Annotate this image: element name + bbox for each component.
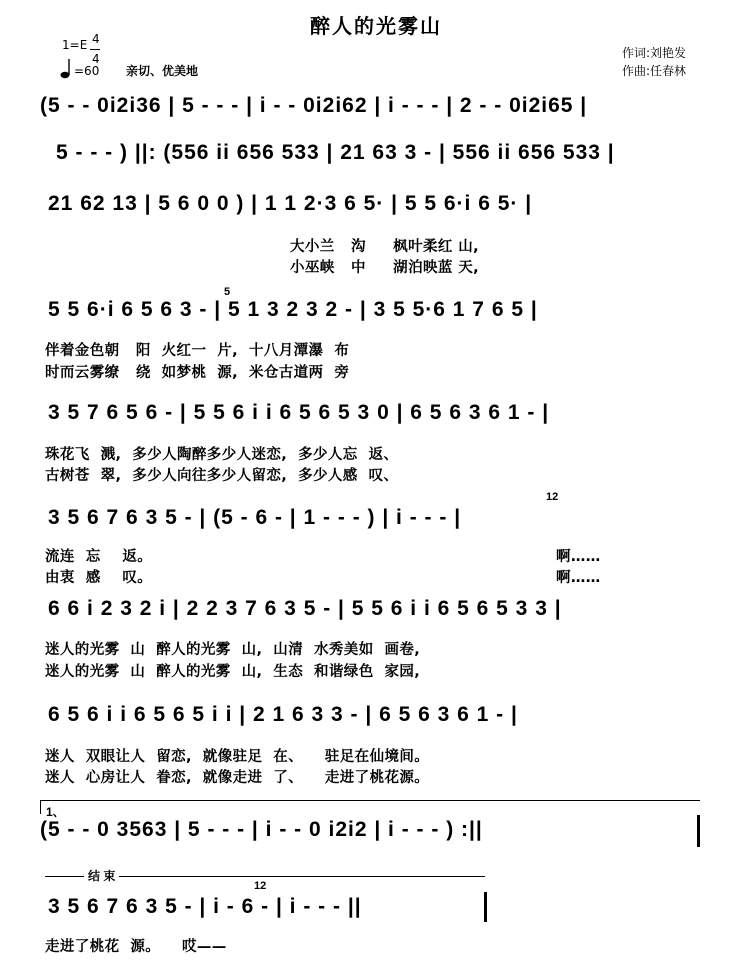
tempo-marking: =60 [74,64,100,78]
lyrics-ah-1: 啊…… [556,549,601,565]
lyrics-line-6-verse-1: 流连 忘 返。 [45,549,153,565]
quarter-note-icon [60,58,74,80]
notation-line-6: 3 5 6 7 6 3 5 - | (5 - 6 - | 1 - - - ) | i - - - | [48,506,462,529]
lyrics-line-10: 走进了桃花 源。 哎—— [45,939,227,955]
volta-bracket-left [40,800,41,814]
lyrics-line-6-verse-2: 由衷 感 叹。 [45,570,153,586]
grace-mark-5: 5 [224,286,231,298]
lyrics-line-3-verse-2: 小巫峡 中 湖泊映蓝 天, [290,260,480,276]
time-bottom: 4 [92,52,100,66]
notation-line-8: 6 5 6 i i 6 5 6 5 i i | 2 1 6 3 3 - | 6 5 6 3 6 1 - | [48,703,518,726]
ending-label: 结 束 [84,867,119,884]
lyrics-line-3-verse-1: 大小兰 沟 枫叶柔红 山, [290,239,480,255]
key-signature: 1=E [62,38,88,52]
notation-line-1: (5 - - 0i2i36 | 5 - - - | i - - 0i2i62 | i - - - | 2 - - 0i2i65 | [40,94,588,117]
notation-line-10: 3 5 6 7 6 3 5 - | i - 6 - | i - - - || [48,895,362,918]
notation-line-4: 5 5 6·i 6 5 6 3 - | 5 1 3 2 3 2 - | 3 5 5·6 1 7 6 5 | [48,298,538,321]
lyrics-line-5-verse-2: 古树苍 翠, 多少人向往多少人留恋, 多少人感 叹、 [45,468,399,484]
lyrics-line-8-verse-1: 迷人 双眼让人 留恋, 就像驻足 在、 驻足在仙境间。 [45,749,430,765]
volta-label: 1、 [46,805,65,819]
notation-line-9: (5 - - 0 3563 | 5 - - - | i - - 0 i2i2 | i - - - ) :|| [40,818,483,841]
lyrics-line-5-verse-1: 珠花飞 溅, 多少人陶醉多少人迷恋, 多少人忘 返、 [45,447,399,463]
mood-marking: 亲切、优美地 [126,64,199,78]
notation-line-2: 5 - - - ) ||: (556 ii 656 533 | 21 63 3 - | 556 ii 656 533 | [56,141,615,164]
time-divider [90,49,100,50]
grace-mark-12-end: 12 [254,880,267,892]
lyricist-credit: 作词:刘艳发 [622,46,687,60]
lyrics-line-4-verse-2: 时而云雾缭 绕 如梦桃 源, 米仓古道两 旁 [45,365,350,381]
lyrics-line-7-verse-2: 迷人的光雾 山 醉人的光雾 山, 生态 和谐绿色 家园, [45,664,421,680]
lyrics-line-8-verse-2: 迷人 心房让人 眷恋, 就像走进 了、 走进了桃花源。 [45,770,430,786]
grace-mark-12: 12 [546,491,559,503]
lyrics-ah-2: 啊…… [556,570,601,586]
notation-line-7: 6 6 i 2 3 2 i | 2 2 3 7 6 3 5 - | 5 5 6 i i 6 5 6 5 3 3 | [48,597,562,620]
composer-credit: 作曲:任春林 [622,64,687,78]
repeat-end-barline [697,815,700,847]
lyrics-line-4-verse-1: 伴着金色朝 阳 火红一 片, 十八月潭瀑 布 [45,343,350,359]
time-top: 4 [92,32,100,46]
lyrics-line-7-verse-1: 迷人的光雾 山 醉人的光雾 山, 山清 水秀美如 画卷, [45,642,421,658]
notation-line-5: 3 5 7 6 5 6 - | 5 5 6 i i 6 5 6 5 3 0 | 6 5 6 3 6 1 - | [48,401,550,424]
final-barline [484,892,487,922]
volta-bracket [40,800,700,801]
notation-line-3: 21 62 13 | 5 6 0 0 ) | 1 1 2·3 6 5· | 5 5 6·i 6 5· | [48,192,533,215]
song-title: 醉人的光雾山 [310,14,442,38]
